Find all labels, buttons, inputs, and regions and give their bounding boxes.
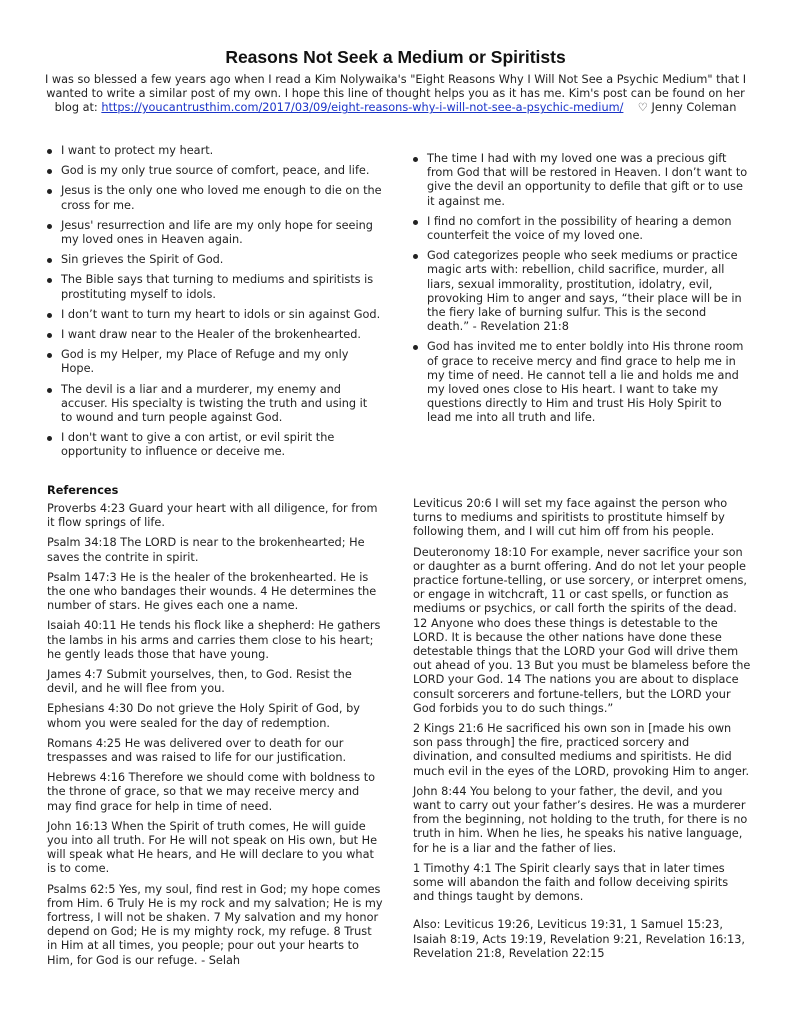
reference-entry: Hebrews 4:16 Therefore we should come with boldness to the throne of grace, so that we may receive mercy and may find grace for help in time of need. <box>47 771 376 813</box>
list-item: God categorizes people who seek mediums or practice magic arts with: rebellion, child sacrifice, murder, all liars, sexual immorality, prostitution, idolatry, evil, provoking Him to anger and says, “their place will be in the fiery lake of burning sulfur. This is the second death.” - Revelation 21:8 <box>413 249 748 334</box>
reference-entry: Psalms 62:5 Yes, my soul, find rest in God; my hope comes from Him. 6 Truly He is my rock and my salvation; He is my fortress, I will not be shaken. 7 My salvation and my honor depend on God; He is my mighty rock, my refuge. 8 Trust in Him at all times, you people; pour out your hearts to Him, for God is our refuge. - Selah <box>47 882 383 967</box>
list-item: God is my only true source of comfort, peace, and life. <box>47 164 382 178</box>
reference-entry: John 8:44 You belong to your father, the devil, and you want to carry out your father’s desires. He was a murderer from the beginning, not holding to the truth, for there is no truth in him. When he lies, he speaks his native language, for he is a liar and the father of lies. <box>413 784 748 855</box>
references-heading: References <box>47 484 119 497</box>
list-item: I want to protect my heart. <box>47 144 382 158</box>
reference-entry: Psalm 147:3 He is the healer of the brokenhearted. He is the one who bandages their wounds. 4 He determines the number of stars. He gives each one a name. <box>47 570 377 613</box>
list-item: Jesus is the only one who loved me enough to die on the cross for me. <box>47 184 382 212</box>
intro-paragraph <box>44 73 747 116</box>
blog-link[interactable]: https://youcantrusthim.com/2017/03/09/eight-reasons-why-i-will-not-see-a-psychic-medium/ <box>101 101 624 115</box>
reference-entry: Leviticus 20:6 I will set my face against the person who turns to mediums and spiritists to prostitute himself by following them, and I will cut him off from his people. <box>413 497 728 539</box>
reference-entry: Proverbs 4:23 Guard your heart with all diligence, for from it flow springs of life. <box>47 502 378 530</box>
list-item: The Bible says that turning to mediums and spiritists is prostituting myself to idols. <box>47 273 382 301</box>
references-column-right <box>413 497 751 967</box>
reference-entry: Isaiah 40:11 He tends his flock like a shepherd: He gathers the lambs in his arms and carries them close to his heart; he gently leads those that have young. <box>47 619 381 661</box>
list-item: God is my Helper, my Place of Refuge and my only Hope. <box>47 348 382 376</box>
list-item: The devil is a liar and a murderer, my enemy and accuser. His specialty is twisting the truth and using it to wound and turn people against God. <box>47 383 382 426</box>
list-item: Jesus' resurrection and life are my only hope for seeing my loved ones in Heaven again. <box>47 219 382 247</box>
list-item: I want draw near to the Healer of the brokenhearted. <box>47 328 382 342</box>
reference-entry: 1 Timothy 4:1 The Spirit clearly says that in later times some will abandon the faith and follow deceiving spirits and things taught by demons. <box>413 861 729 904</box>
reference-entry: Romans 4:25 He was delivered over to death for our trespasses and was raised to life for our justification. <box>47 736 347 765</box>
intro-text: I was so blessed a few years ago when I read a Kim Nolywaika's "Eight Reasons Why I Will Not See a Psychic Medium" that I wanted to write a similar post of my own. I hope this line of thought helps you as it has me. Kim's post can be found on her blog at: <box>44 73 747 115</box>
list-item: I don’t want to turn my heart to idols or sin against God. <box>47 308 382 322</box>
heart-icon: ♡ <box>637 101 648 115</box>
author-name: Jenny Coleman <box>651 101 737 115</box>
list-item: Sin grieves the Spirit of God. <box>47 253 382 267</box>
reasons-list-right <box>413 152 748 432</box>
references-column-left <box>47 502 385 974</box>
reasons-list-left <box>47 144 382 466</box>
list-item: I don't want to give a con artist, or evil spirit the opportunity to influence or deceive me. <box>47 431 382 459</box>
reference-entry: Deuteronomy 18:10 For example, never sacrifice your son or daughter as a burnt offering. And do not let your people practice fortune-telling, or use sorcery, or interpret omens, or engage in witchcraft, 11 or cast spells, or function as mediums or psychics, or call forth the spirits of the dead. 12 Anyone who does these things is detestable to the LORD. It is because the other nations have done these detestable things that the LORD your God will drive them out ahead of you. 13 But you must be blameless before the LORD your God. 14 The nations you are about to displace consult sorcerers and fortune-tellers, but the LORD your God forbids you to do such things.” <box>413 545 751 715</box>
list-item: The time I had with my loved one was a precious gift from God that will be restored in Heaven. I don’t want to give the devil an opportunity to defile that gift or to use it against me. <box>413 152 748 209</box>
list-item: I find no comfort in the possibility of hearing a demon counterfeit the voice of my loved one. <box>413 215 748 243</box>
list-item: God has invited me to enter boldly into His throne room of grace to receive mercy and find grace to help me in my time of need. He cannot tell a lie and holds me and my loved ones close to His heart. I want to take my questions directly to Him and trust His Holy Spirit to lead me into all truth and life. <box>413 340 748 425</box>
also-references: Also: Leviticus 19:26, Leviticus 19:31, 1 Samuel 15:23, Isaiah 8:19, Acts 19:19, Revelation 9:21, Revelation 16:13, Revelation 21:8, Revelation 22:15 <box>413 918 746 960</box>
reference-entry: 2 Kings 21:6 He sacrificed his own son in [made his own son pass through] the fire, practiced sorcery and divination, and consulted mediums and spiritists. He did much evil in the eyes of the LORD, provoking Him to anger. <box>413 722 750 778</box>
reference-entry: Ephesians 4:30 Do not grieve the Holy Spirit of God, by whom you were sealed for the day of redemption. <box>47 702 360 730</box>
reference-entry: James 4:7 Submit yourselves, then, to God. Resist the devil, and he will flee from you. <box>47 668 352 696</box>
reference-entry: John 16:13 When the Spirit of truth comes, He will guide you into all truth. For He will not speak on His own, but He will speak what He hears, and He will declare to you what is to come. <box>47 819 378 876</box>
page-title: Reasons Not Seek a Medium or Spiritists <box>225 47 566 67</box>
reference-entry: Psalm 34:18 The LORD is near to the brokenhearted; He saves the contrite in spirit. <box>47 536 365 564</box>
